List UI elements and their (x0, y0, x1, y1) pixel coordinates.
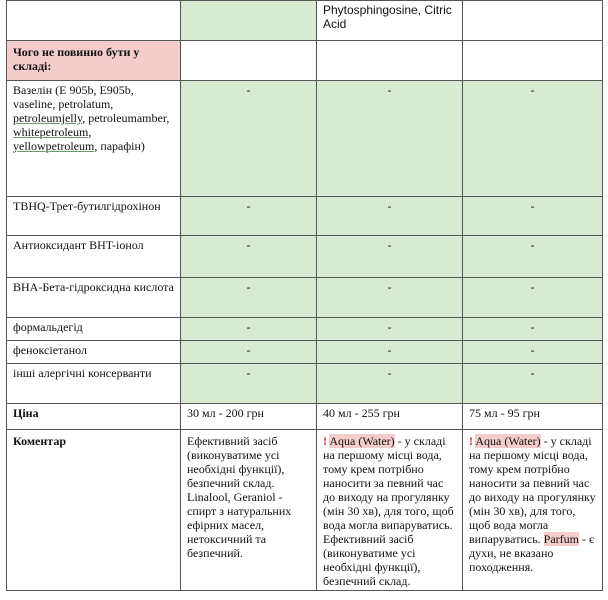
price-label: Ціна (7, 404, 181, 430)
table-row (7, 318, 603, 341)
value-cell: - (317, 278, 463, 318)
comment-text: - у складі на першому місці вода, тому крем потрібно наносити за певний час до виходу на прогулянку (мін 30 хв), для того, щоб вода могла випаруватись. (469, 434, 596, 546)
table-row (7, 197, 603, 236)
table-row (7, 364, 603, 404)
warning-icon: ! (323, 434, 327, 448)
value-cell: - (463, 81, 603, 197)
section-empty-2 (317, 41, 463, 81)
comment-text: - у складі на першому місці вода, тому крем потрібно наносити за певний час до виходу на прогулянку (мін 30 хв), для того, щоб вода могла випаруватись. Ефективний засіб (виконуватиме усі необхідні функції), безпечний склад. (323, 434, 454, 588)
label-part: , (88, 125, 92, 139)
label-part-underlined: yellowpetroleum (13, 139, 95, 153)
value-cell: - (181, 197, 317, 236)
price-value: 75 мл - 95 грн (463, 404, 603, 430)
value-cell: - (317, 81, 463, 197)
label-part: , petroleumamber, (82, 111, 170, 125)
table-row (7, 341, 603, 364)
section-title: Чого не повинно бути у складі: (7, 41, 181, 81)
value-cell: - (463, 318, 603, 341)
label-part-underlined: whitepetroleum (13, 125, 89, 139)
comparison-table (6, 0, 603, 591)
comment-col1: Ефективний засіб (виконуватиме усі необхідні функції), безпечний склад. Linalool, Geraniol - спирт з натуральних ефірних масел, нетоксичний та безпечний. (181, 430, 317, 591)
ingredient-label: BHA-Бета-гідроксидна кислота (7, 278, 181, 318)
value-cell: - (317, 341, 463, 364)
section-empty-1 (181, 41, 317, 81)
comment-row (7, 430, 603, 591)
label-part: Вазелін (E 905b, E905b, vaseline, petrolatum, (13, 83, 134, 111)
comment-text: - є духи, не вказано походження. (469, 532, 595, 574)
value-cell: - (463, 364, 603, 404)
highlighted-ingredient: Aqua (Water) (329, 434, 395, 448)
value-cell: - (463, 197, 603, 236)
value-cell: - (181, 364, 317, 404)
comment-col3 (463, 430, 603, 591)
value-cell: - (317, 236, 463, 278)
comment-label: Коментар (7, 430, 181, 591)
value-cell: - (317, 318, 463, 341)
price-row (7, 404, 603, 430)
highlighted-ingredient: Parfum (543, 532, 579, 546)
label-part-underlined: petroleumjelly (13, 111, 83, 125)
highlighted-ingredient: Aqua (Water) (475, 434, 541, 448)
table-row (7, 278, 603, 318)
header-col1 (181, 1, 317, 41)
label-part: , парафін) (94, 139, 145, 153)
value-cell: - (181, 236, 317, 278)
value-cell: - (181, 341, 317, 364)
table-row (7, 236, 603, 278)
ingredient-label: формальдегід (7, 318, 181, 341)
ingredient-label: Антиоксидант BHT-іонол (7, 236, 181, 278)
value-cell: - (181, 278, 317, 318)
ingredient-label: TBHQ-Трет-бутилгідрохінон (7, 197, 181, 236)
ingredient-label: інші алергічні консерванти (7, 364, 181, 404)
value-cell: - (463, 236, 603, 278)
value-cell: - (317, 197, 463, 236)
ingredient-label (7, 81, 181, 197)
ingredient-label: феноксіетанол (7, 341, 181, 364)
value-cell: - (181, 318, 317, 341)
value-cell: - (317, 364, 463, 404)
value-cell: - (181, 81, 317, 197)
comment-col2 (317, 430, 463, 591)
header-col3 (463, 1, 603, 41)
warning-icon: ! (469, 434, 473, 448)
value-cell: - (463, 341, 603, 364)
header-empty-cell (7, 1, 181, 41)
value-cell: - (463, 278, 603, 318)
section-empty-3 (463, 41, 603, 81)
table-row (7, 81, 603, 197)
price-value: 30 мл - 200 грн (181, 404, 317, 430)
section-row (7, 41, 603, 81)
price-value: 40 мл - 255 грн (317, 404, 463, 430)
header-row (7, 1, 603, 41)
header-col2: Phytosphingosine, Citric Acid (317, 1, 463, 41)
